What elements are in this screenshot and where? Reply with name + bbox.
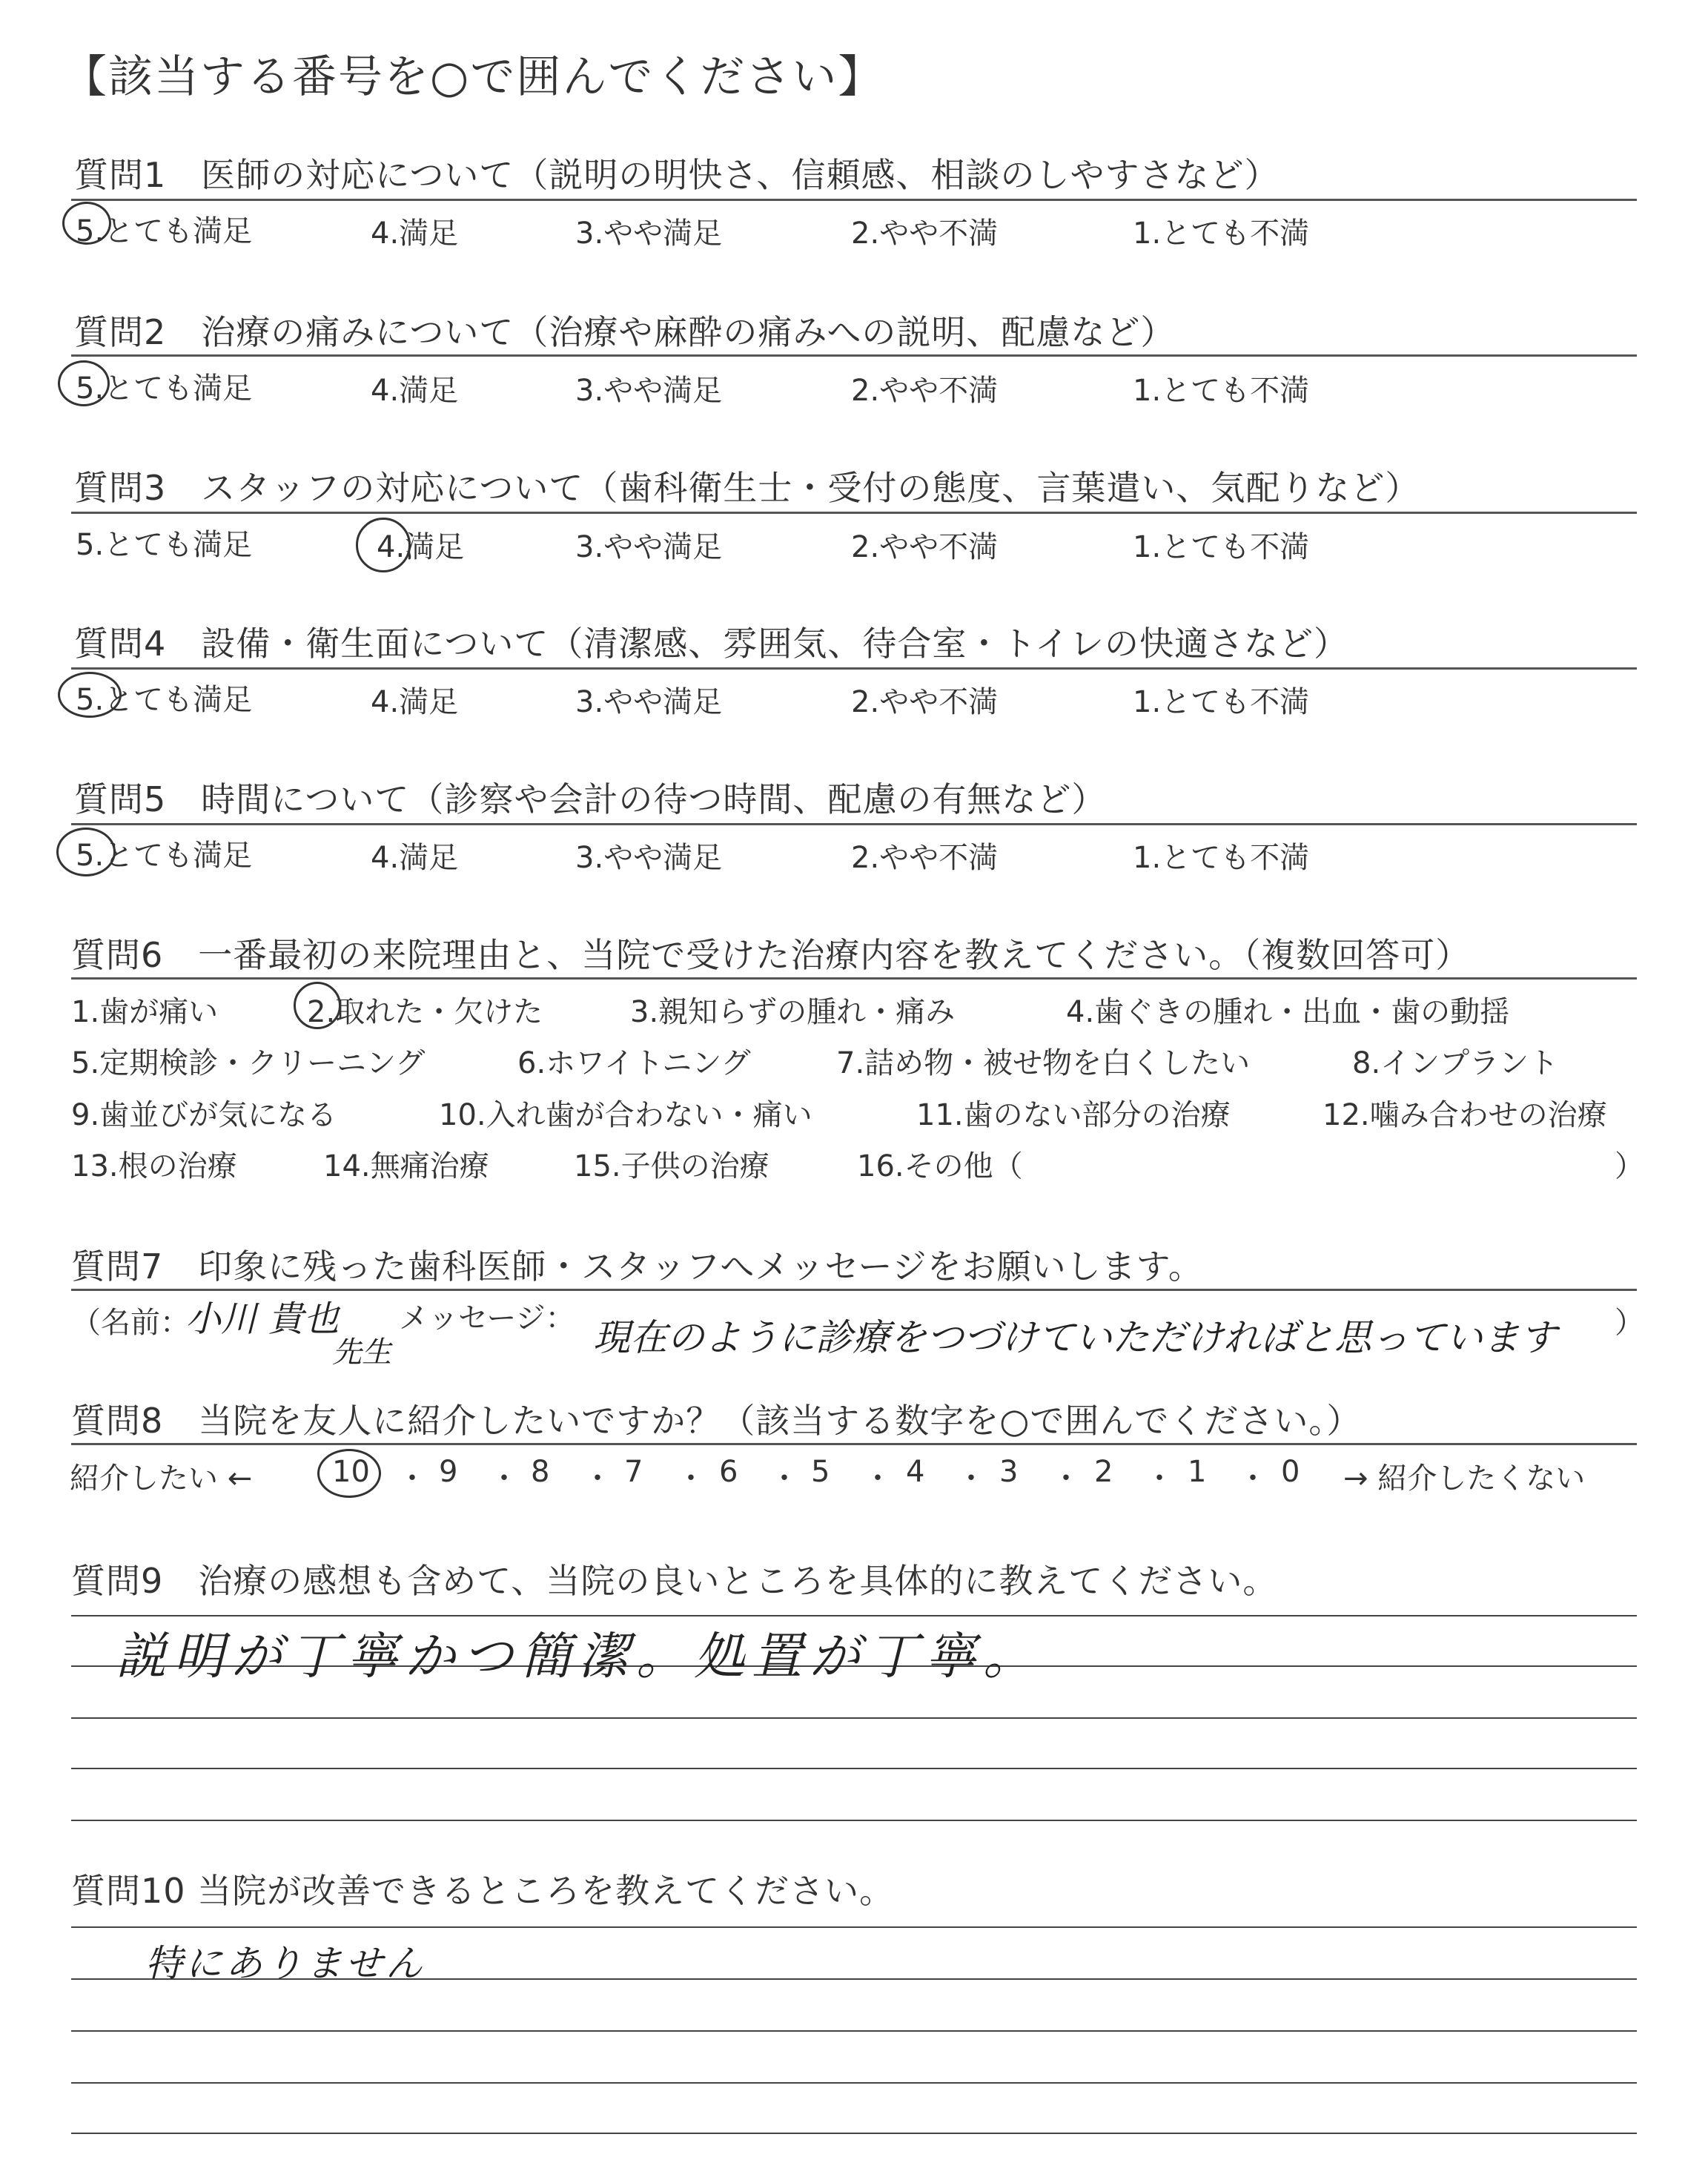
- q1-option-5[interactable]: 5.とても満足: [76, 214, 253, 248]
- q3-selection-circle: [356, 518, 411, 572]
- q9-line-5: [71, 1820, 1637, 1821]
- q8-score-5[interactable]: 5: [811, 1455, 830, 1489]
- q8-score-1[interactable]: 1: [1188, 1455, 1207, 1489]
- q6-option-11[interactable]: 11.歯のない部分の治療: [916, 1098, 1231, 1132]
- q6-selection-circle: [294, 982, 341, 1029]
- q8-separator: ・: [1145, 1462, 1174, 1496]
- q5-option-5[interactable]: 5.とても満足: [76, 839, 253, 873]
- q2-option-1[interactable]: 1.とても不満: [1133, 374, 1310, 408]
- q8-left-label: 紹介したい ←: [70, 1462, 253, 1496]
- q3-option-4[interactable]: 4.満足: [377, 530, 465, 564]
- q2-option-4[interactable]: 4.満足: [371, 374, 459, 408]
- q7-title: 質問7 印象に残った歯科医師・スタッフへメッセージをお願いします。: [71, 1246, 1203, 1287]
- q1-divider: [71, 199, 1637, 201]
- q10-line-3: [71, 2030, 1637, 2032]
- q8-right-label: → 紹介したくない: [1343, 1462, 1586, 1496]
- q8-score-3[interactable]: 3: [999, 1455, 1019, 1489]
- q2-option-2[interactable]: 2.やや不満: [851, 374, 999, 408]
- q5-selection-circle: [56, 828, 116, 876]
- q9-title: 質問9 治療の感想も含めて、当院の良いところを具体的に教えてください。: [71, 1561, 1278, 1601]
- q6-option-6[interactable]: 6.ホワイトニング: [517, 1046, 751, 1080]
- q3-title: 質問3 スタッフの対応について（歯科衛生士・受付の態度、言葉遣い、気配りなど）: [74, 468, 1420, 508]
- q8-divider: [71, 1443, 1637, 1445]
- q6-option-5[interactable]: 5.定期検診・クリーニング: [71, 1046, 426, 1080]
- q8-score-7[interactable]: 7: [624, 1455, 643, 1489]
- q8-score-2[interactable]: 2: [1094, 1455, 1113, 1489]
- q6-divider: [71, 977, 1637, 980]
- q1-option-1[interactable]: 1.とても不満: [1133, 217, 1310, 251]
- q3-option-5[interactable]: 5.とても満足: [76, 528, 253, 562]
- q1-option-4[interactable]: 4.満足: [371, 217, 459, 251]
- q8-separator: ・: [583, 1462, 612, 1496]
- q4-divider: [71, 667, 1637, 670]
- q4-option-3[interactable]: 3.やや満足: [575, 685, 723, 719]
- q8-score-0[interactable]: 0: [1281, 1455, 1300, 1489]
- q4-selection-circle: [58, 672, 122, 718]
- q2-divider: [71, 354, 1637, 357]
- q6-option-13[interactable]: 13.根の治療: [71, 1149, 237, 1183]
- q6-option-1[interactable]: 1.歯が痛い: [71, 995, 219, 1029]
- q9-line-3: [71, 1717, 1637, 1719]
- q4-option-2[interactable]: 2.やや不満: [851, 685, 999, 719]
- q9-answer-handwritten: 説明が丁寧かつ簡潔。処置が丁寧。: [116, 1628, 1042, 1686]
- q5-option-2[interactable]: 2.やや不満: [851, 841, 999, 875]
- q2-selection-circle: [58, 360, 110, 406]
- q7-close-paren: ）: [1615, 1306, 1644, 1340]
- q6-option-8[interactable]: 8.インプラント: [1352, 1046, 1559, 1080]
- q3-option-1[interactable]: 1.とても不満: [1133, 530, 1310, 564]
- q8-selection-circle: [317, 1449, 381, 1498]
- q6-title: 質問6 一番最初の来院理由と、当院で受けた治療内容を教えてください。（複数回答可）: [71, 935, 1471, 975]
- q5-title: 質問5 時間について（診察や会計の待つ時間、配慮の有無など）: [74, 779, 1107, 819]
- q7-name-handwritten: 小川 貴也: [185, 1298, 340, 1340]
- q1-title: 質問1 医師の対応について（説明の明快さ、信頼感、相談のしやすさなど）: [74, 155, 1280, 195]
- q10-line-5: [71, 2133, 1637, 2134]
- q1-selection-circle: [62, 202, 111, 245]
- q9-line-4: [71, 1768, 1637, 1769]
- q5-divider: [71, 823, 1637, 825]
- q5-option-3[interactable]: 3.やや満足: [575, 841, 723, 875]
- q8-score-4[interactable]: 4: [906, 1455, 925, 1489]
- q6-other-close-paren: ）: [1615, 1149, 1644, 1183]
- q2-option-3[interactable]: 3.やや満足: [575, 374, 723, 408]
- q8-score-6[interactable]: 6: [719, 1455, 738, 1489]
- q8-score-10[interactable]: 10: [332, 1455, 370, 1489]
- q7-name-label: （名前：: [71, 1306, 190, 1340]
- q4-option-1[interactable]: 1.とても不満: [1133, 685, 1310, 719]
- q6-option-10[interactable]: 10.入れ歯が合わない・痛い: [439, 1098, 812, 1132]
- q8-separator: ・: [1051, 1462, 1081, 1496]
- q3-option-3[interactable]: 3.やや満足: [575, 530, 723, 564]
- q10-line-1: [71, 1926, 1637, 1928]
- q7-message-handwritten: 現在のように診療をつづけていただければと思っています: [593, 1316, 1557, 1359]
- page-title: 【該当する番号を○で囲んでください】: [62, 51, 884, 103]
- q10-title: 質問10 当院が改善できるところを教えてください。: [71, 1871, 895, 1911]
- q5-option-1[interactable]: 1.とても不満: [1133, 841, 1310, 875]
- q6-option-2[interactable]: 2.取れた・欠けた: [307, 995, 543, 1029]
- q10-answer-handwritten: 特にありません: [145, 1942, 426, 1985]
- q4-title: 質問4 設備・衛生面について（清潔感、雰囲気、待合室・トイレの快適さなど）: [74, 624, 1349, 664]
- q1-option-2[interactable]: 2.やや不満: [851, 217, 999, 251]
- q10-line-4: [71, 2082, 1637, 2084]
- q6-option-4[interactable]: 4.歯ぐきの腫れ・出血・歯の動揺: [1066, 995, 1510, 1029]
- q3-option-2[interactable]: 2.やや不満: [851, 530, 999, 564]
- q8-separator: ・: [489, 1462, 519, 1496]
- q8-separator: ・: [1238, 1462, 1268, 1496]
- q8-separator: ・: [863, 1462, 893, 1496]
- q8-separator: ・: [956, 1462, 986, 1496]
- q8-score-9[interactable]: 9: [439, 1455, 458, 1489]
- q6-option-7[interactable]: 7.詰め物・被せ物を白くしたい: [836, 1046, 1251, 1080]
- q6-option-9[interactable]: 9.歯並びが気になる: [71, 1098, 337, 1132]
- q6-option-14[interactable]: 14.無痛治療: [323, 1149, 489, 1183]
- q2-option-5[interactable]: 5.とても満足: [76, 371, 253, 406]
- q6-option-16[interactable]: 16.その他（: [857, 1149, 1023, 1183]
- q6-option-12[interactable]: 12.噛み合わせの治療: [1323, 1098, 1607, 1132]
- q7-name-suffix-handwritten: 先生: [332, 1335, 391, 1370]
- q4-option-5[interactable]: 5.とても満足: [76, 683, 253, 717]
- q4-option-4[interactable]: 4.満足: [371, 685, 459, 719]
- q8-score-8[interactable]: 8: [531, 1455, 550, 1489]
- q8-title: 質問8 当院を友人に紹介したいですか？（該当する数字を○で囲んでください。）: [71, 1401, 1362, 1441]
- q8-separator: ・: [769, 1462, 799, 1496]
- q1-option-3[interactable]: 3.やや満足: [575, 217, 723, 251]
- q2-title: 質問2 治療の痛みについて（治療や麻酔の痛みへの説明、配慮など）: [74, 312, 1176, 352]
- q7-message-label: メッセージ：: [399, 1301, 575, 1335]
- q6-option-3[interactable]: 3.親知らずの腫れ・痛み: [630, 995, 956, 1029]
- q8-separator: ・: [397, 1462, 427, 1496]
- q5-option-4[interactable]: 4.満足: [371, 841, 459, 875]
- q6-option-15[interactable]: 15.子供の治療: [574, 1149, 769, 1183]
- q3-divider: [71, 512, 1637, 514]
- q8-separator: ・: [676, 1462, 706, 1496]
